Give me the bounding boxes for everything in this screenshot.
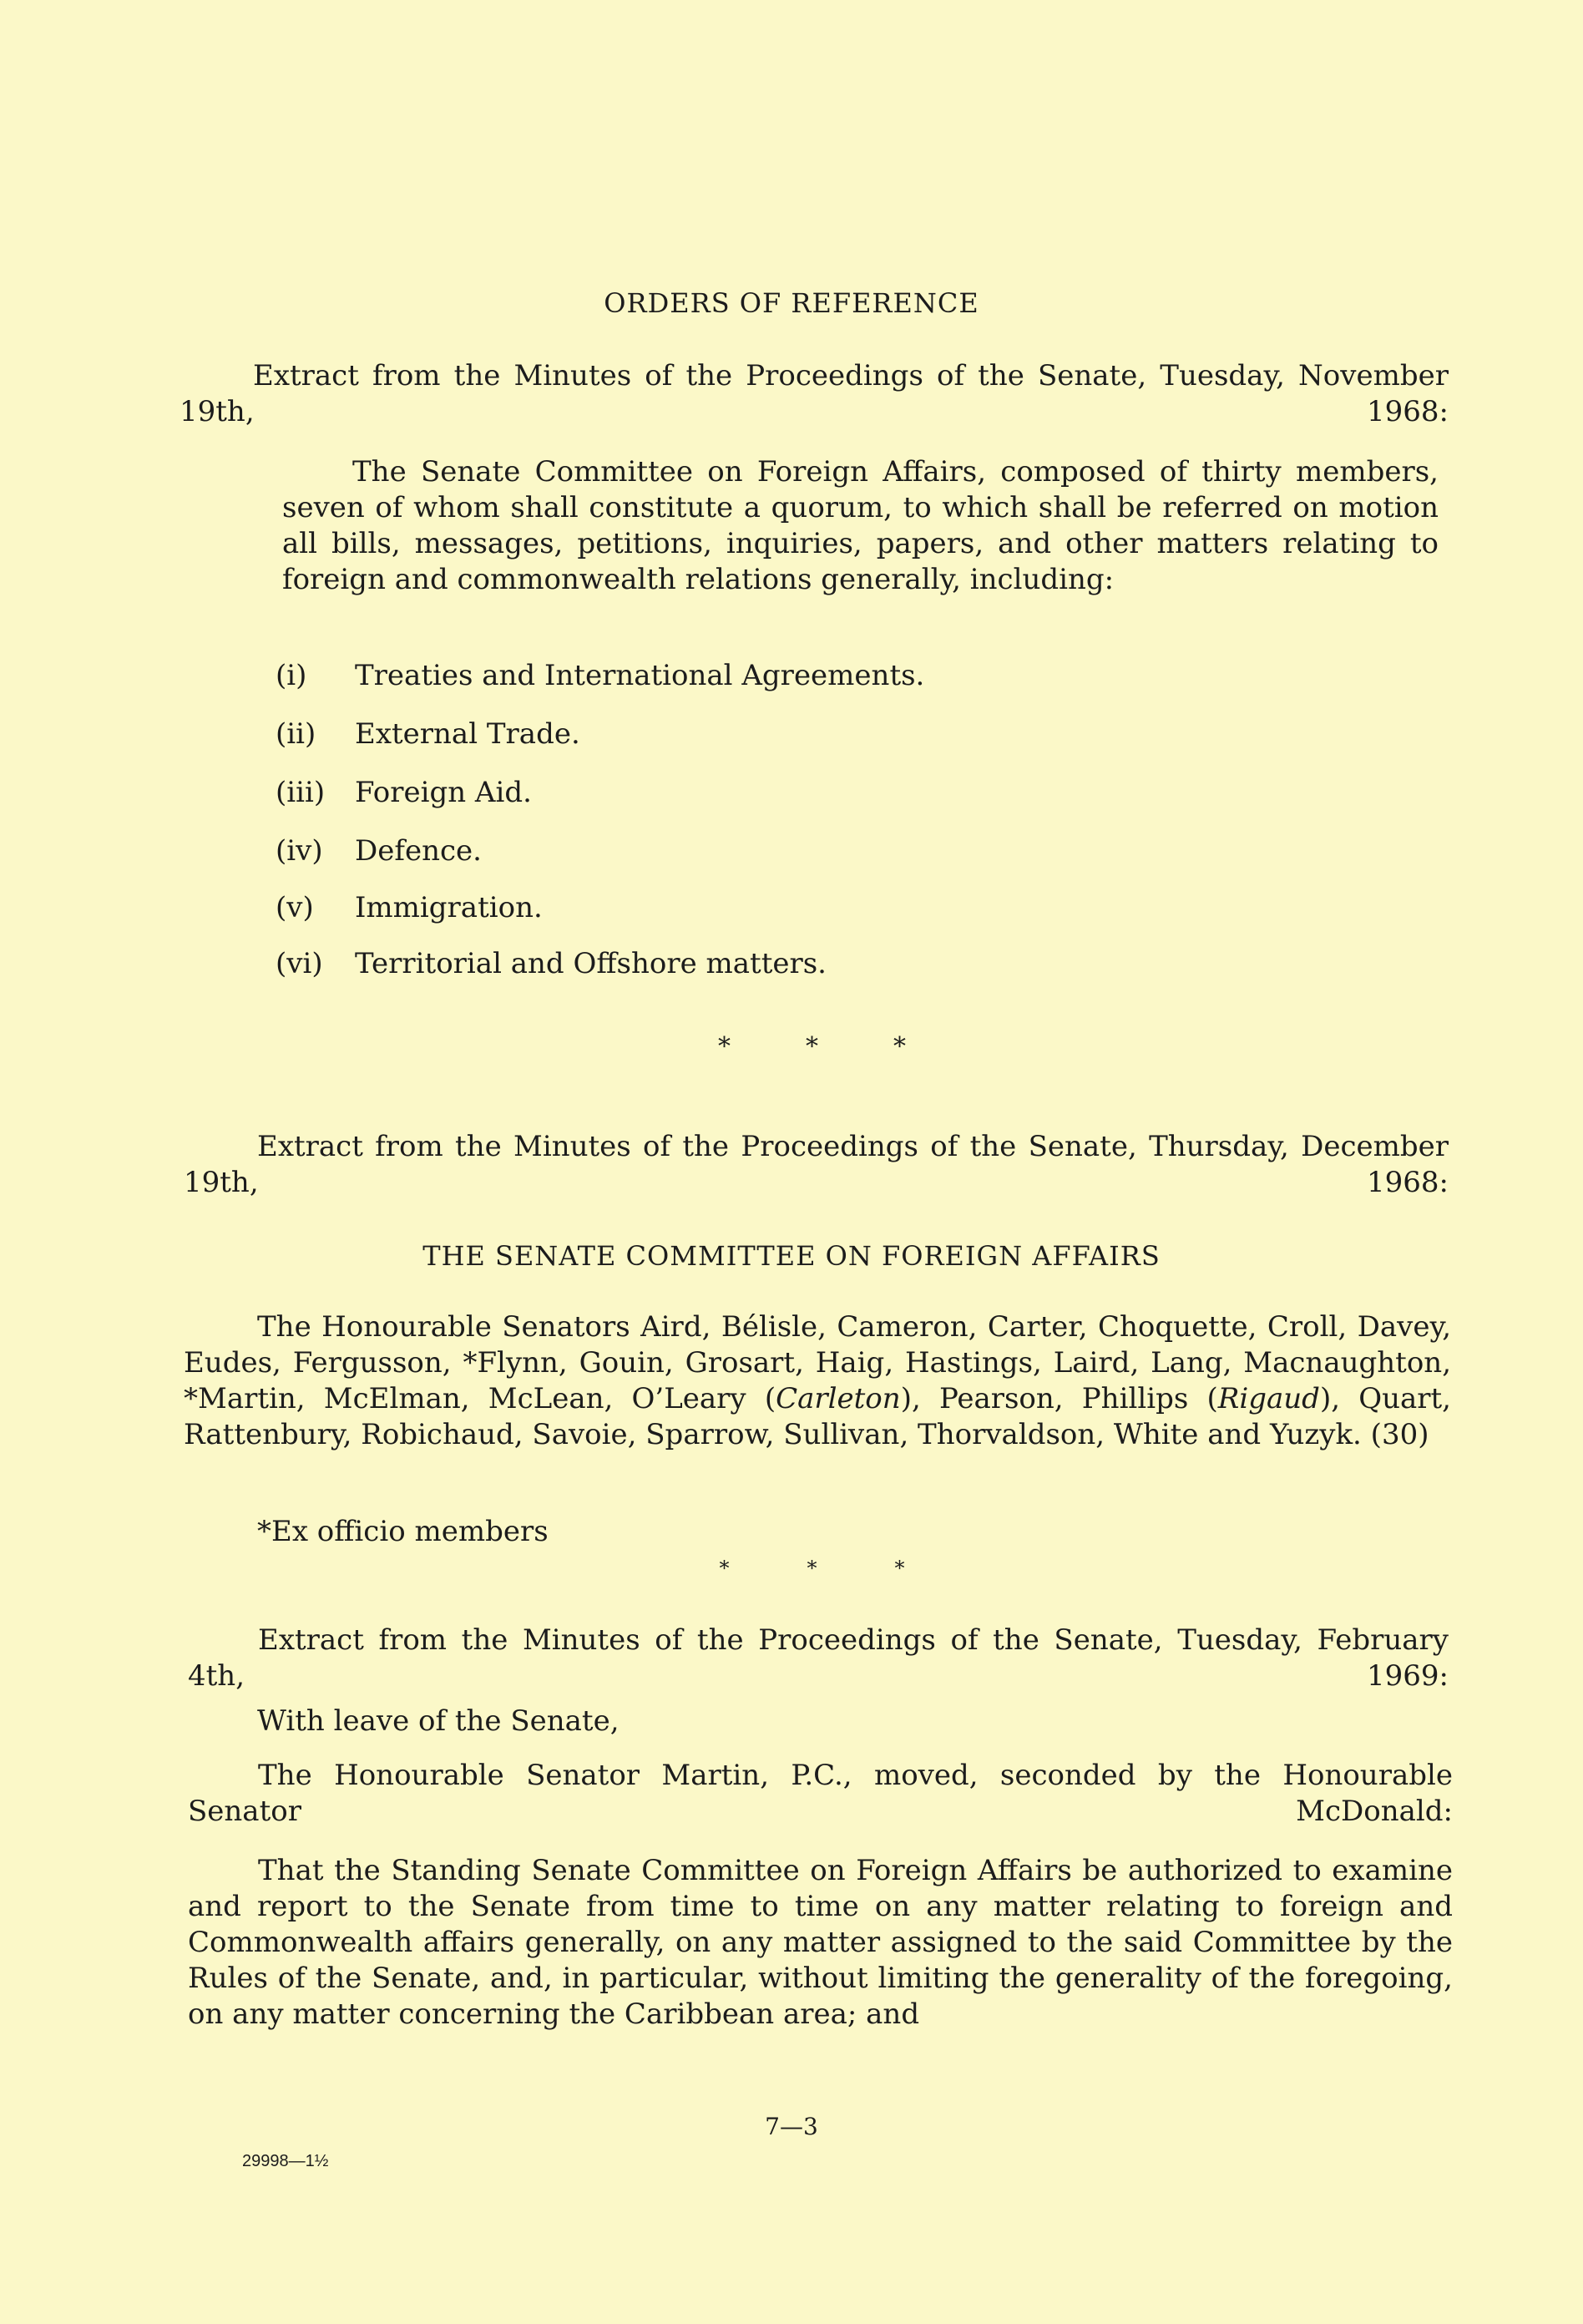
extract-intro-1: Extract from the Minutes of the Proceedings of the Senate, Tuesday, November 19th, 1968: bbox=[180, 359, 1449, 428]
motion-moved: The Honourable Senator Martin, P.C., moved, seconded by the Honourable Senator McDonald: bbox=[188, 1759, 1453, 1828]
section-separator bbox=[680, 1557, 943, 1580]
members-text: ), Quart, Rattenbury, Robichaud, Savoie, Sparrow, Sullivan, Thorvaldson, White and Yuzyk. (30) bbox=[184, 1382, 1451, 1451]
extract-intro-2: Extract from the Minutes of the Proceedings of the Senate, Thursday, December 19th, 1968: bbox=[184, 1130, 1449, 1199]
list-item-number: (iv) bbox=[276, 834, 323, 868]
separator-star: * bbox=[718, 1032, 731, 1061]
members-text: ), Pearson, Phillips ( bbox=[900, 1382, 1218, 1415]
list-item-text: Immigration. bbox=[355, 891, 543, 924]
separator-star: * bbox=[807, 1557, 817, 1580]
separator-star: * bbox=[806, 1032, 818, 1061]
list-item bbox=[276, 658, 924, 694]
leave-of-senate: With leave of the Senate, bbox=[257, 1704, 620, 1738]
extract-intro-3: Extract from the Minutes of the Proceedings of the Senate, Tuesday, February 4th, 1969: bbox=[188, 1623, 1449, 1693]
list-item bbox=[276, 716, 580, 752]
separator-star: * bbox=[894, 1557, 905, 1580]
list-item-number: (v) bbox=[276, 891, 314, 924]
list-item bbox=[276, 833, 482, 869]
list-item-text: Territorial and Offshore matters. bbox=[355, 947, 827, 980]
members-text: The Honourable Senators Aird, Bélisle, Cameron, Carter, Choquette, Croll, Davey, Eudes, Fergusson, *Flynn, Gouin, Grosart, Haig, Hastings, Laird, Lang, Macnaughton, *Martin, McElman, McLean, O’Leary ( bbox=[184, 1310, 1451, 1415]
separator-star: * bbox=[719, 1557, 730, 1580]
list-item-number: (vi) bbox=[276, 947, 323, 980]
list-item-text: Defence. bbox=[355, 834, 482, 868]
motion-text: That the Standing Senate Committee on Foreign Affairs be authorized to examine and report to the Senate from time to time on any matter relating to foreign and Commonwealth affairs generally, on any matter assigned to the said Committee by the Rules of the Senate, and, in particular, without limiting the generality of the foregoing, on any matter concerning the Caribbean area; and bbox=[188, 1854, 1453, 2031]
orders-of-reference-heading: ORDERS OF REFERENCE bbox=[604, 287, 979, 319]
page-number: 7—3 bbox=[765, 2113, 818, 2140]
ex-officio-note: *Ex officio members bbox=[257, 1515, 549, 1548]
list-item bbox=[276, 890, 543, 926]
list-item-text: Foreign Aid. bbox=[355, 776, 532, 809]
list-item bbox=[276, 775, 532, 811]
members-rigaud: Rigaud bbox=[1217, 1382, 1320, 1415]
committee-members-paragraph bbox=[184, 1309, 1451, 1453]
section-separator bbox=[680, 1032, 943, 1061]
list-item-number: (iii) bbox=[276, 776, 326, 809]
committee-heading: THE SENATE COMMITTEE ON FOREIGN AFFAIRS bbox=[422, 1240, 1161, 1272]
list-item-number: (i) bbox=[276, 659, 307, 692]
list-item-text: External Trade. bbox=[355, 717, 580, 751]
print-code: 29998—1½ bbox=[242, 2152, 329, 2170]
list-item-number: (ii) bbox=[276, 717, 316, 751]
committee-composition-paragraph: The Senate Committee on Foreign Affairs, composed of thirty members, seven of whom shall constitute a quorum, to which shall be referred on motion all bills, messages, petitions, inquiries, papers, and other matters relating to foreign and commonwealth relations generally, including: bbox=[282, 455, 1439, 596]
members-carleton: Carleton bbox=[776, 1382, 901, 1415]
list-item bbox=[276, 946, 827, 982]
list-item-text: Treaties and International Agreements. bbox=[355, 659, 925, 692]
separator-star: * bbox=[893, 1032, 906, 1061]
